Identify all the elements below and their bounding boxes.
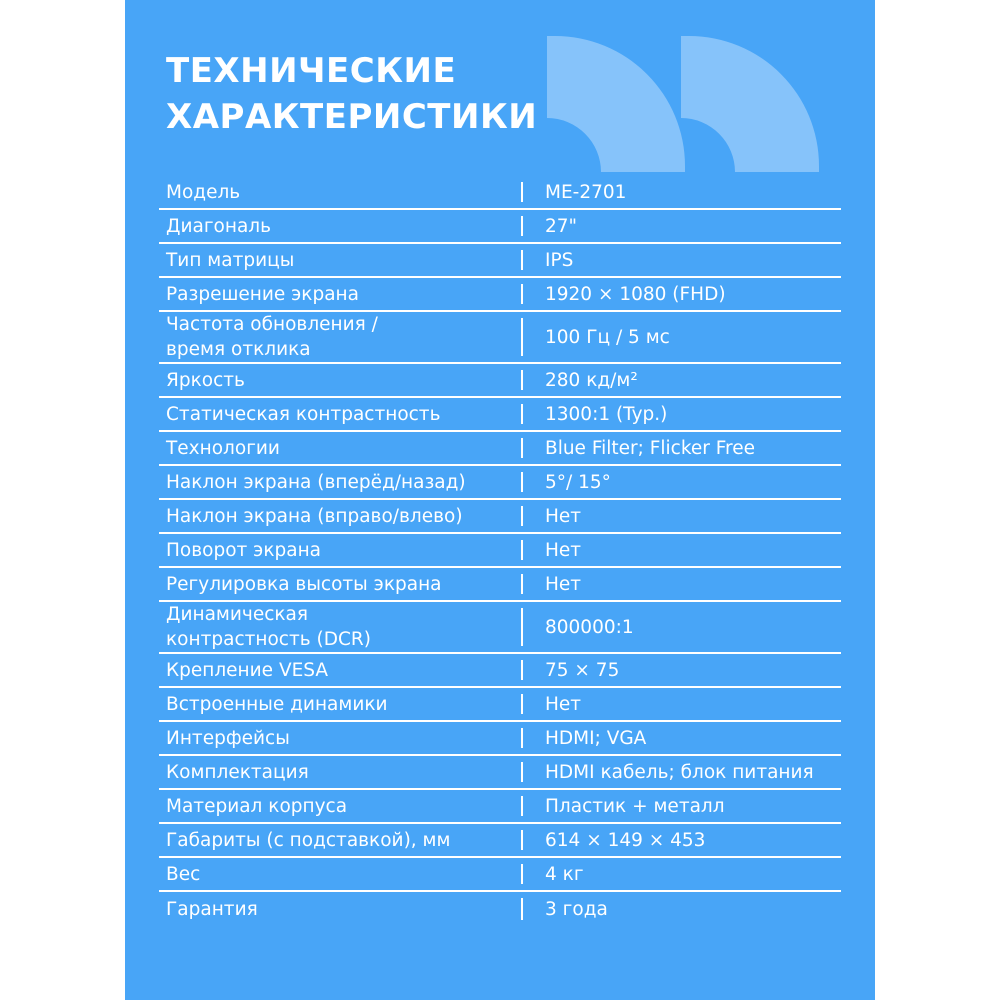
spec-label: Тип матрицы xyxy=(166,249,295,271)
spec-label: Интерфейсы xyxy=(166,727,290,749)
spec-value: 1920 × 1080 (FHD) xyxy=(545,283,726,305)
spec-value: 4 кг xyxy=(545,863,584,885)
spec-row xyxy=(159,602,841,654)
spec-row xyxy=(159,432,841,466)
spec-value: 27" xyxy=(545,215,578,237)
page-title xyxy=(166,48,537,140)
spec-value: 100 Гц / 5 мс xyxy=(545,326,670,348)
spec-value: 800000:1 xyxy=(545,616,634,638)
spec-label: Материал корпуса xyxy=(166,795,348,817)
spec-label: Крепление VESA xyxy=(166,659,329,681)
page-title-line-2: ХАРАКТЕРИСТИКИ xyxy=(166,97,538,137)
spec-value: IPS xyxy=(545,249,574,271)
spec-row xyxy=(159,210,841,244)
quote-mark-right xyxy=(681,36,819,172)
spec-row xyxy=(159,500,841,534)
spec-row xyxy=(159,688,841,722)
spec-row xyxy=(159,466,841,500)
spec-table xyxy=(159,176,841,926)
spec-value: 280 кд/м² xyxy=(545,369,638,391)
spec-value: HDMI; VGA xyxy=(545,727,647,749)
spec-value: ME-2701 xyxy=(545,181,627,203)
spec-value: Нет xyxy=(545,505,582,527)
spec-row xyxy=(159,722,841,756)
spec-label: Модель xyxy=(166,181,241,203)
spec-row xyxy=(159,858,841,892)
spec-value: Пластик + металл xyxy=(545,795,725,817)
spec-value: 3 года xyxy=(545,898,608,920)
page-title-line-1: ТЕХНИЧЕСКИЕ xyxy=(166,51,457,91)
spec-label: Яркость xyxy=(166,369,245,391)
spec-card xyxy=(125,0,875,1000)
spec-value: Blue Filter; Flicker Free xyxy=(545,437,756,459)
spec-value: 614 × 149 × 453 xyxy=(545,829,706,851)
spec-label: Поворот экрана xyxy=(166,539,322,561)
spec-value: Нет xyxy=(545,693,582,715)
spec-value: 1300:1 (Typ.) xyxy=(545,403,668,425)
spec-row xyxy=(159,790,841,824)
spec-label: Наклон экрана (вперёд/назад) xyxy=(166,471,466,493)
spec-row xyxy=(159,278,841,312)
spec-value: HDMI кабель; блок питания xyxy=(545,761,814,783)
spec-row xyxy=(159,892,841,926)
spec-value: Нет xyxy=(545,573,582,595)
spec-row xyxy=(159,176,841,210)
spec-row xyxy=(159,824,841,858)
spec-value: 75 × 75 xyxy=(545,659,620,681)
spec-row xyxy=(159,364,841,398)
spec-label: Встроенные динамики xyxy=(166,693,388,715)
spec-label: Габариты (с подставкой), мм xyxy=(166,829,451,851)
spec-label: Статическая контрастность xyxy=(166,403,441,425)
spec-value: 5°/ 15° xyxy=(545,471,611,493)
spec-label: Наклон экрана (вправо/влево) xyxy=(166,505,463,527)
spec-label: Динамическая контрастность (DCR) xyxy=(166,604,371,650)
spec-row xyxy=(159,534,841,568)
spec-label: Технологии xyxy=(166,437,280,459)
spec-value: Нет xyxy=(545,539,582,561)
spec-row xyxy=(159,568,841,602)
spec-label: Регулировка высоты экрана xyxy=(166,573,442,595)
spec-row xyxy=(159,756,841,790)
spec-row xyxy=(159,654,841,688)
spec-label: Комплектация xyxy=(166,761,309,783)
spec-label: Диагональ xyxy=(166,215,272,237)
spec-label: Вес xyxy=(166,863,201,885)
spec-label: Гарантия xyxy=(166,898,258,920)
quote-mark-left xyxy=(547,36,685,172)
spec-label: Разрешение экрана xyxy=(166,283,359,305)
spec-label: Частота обновления / время отклика xyxy=(166,314,378,360)
spec-row xyxy=(159,244,841,278)
spec-row xyxy=(159,398,841,432)
spec-row xyxy=(159,312,841,364)
